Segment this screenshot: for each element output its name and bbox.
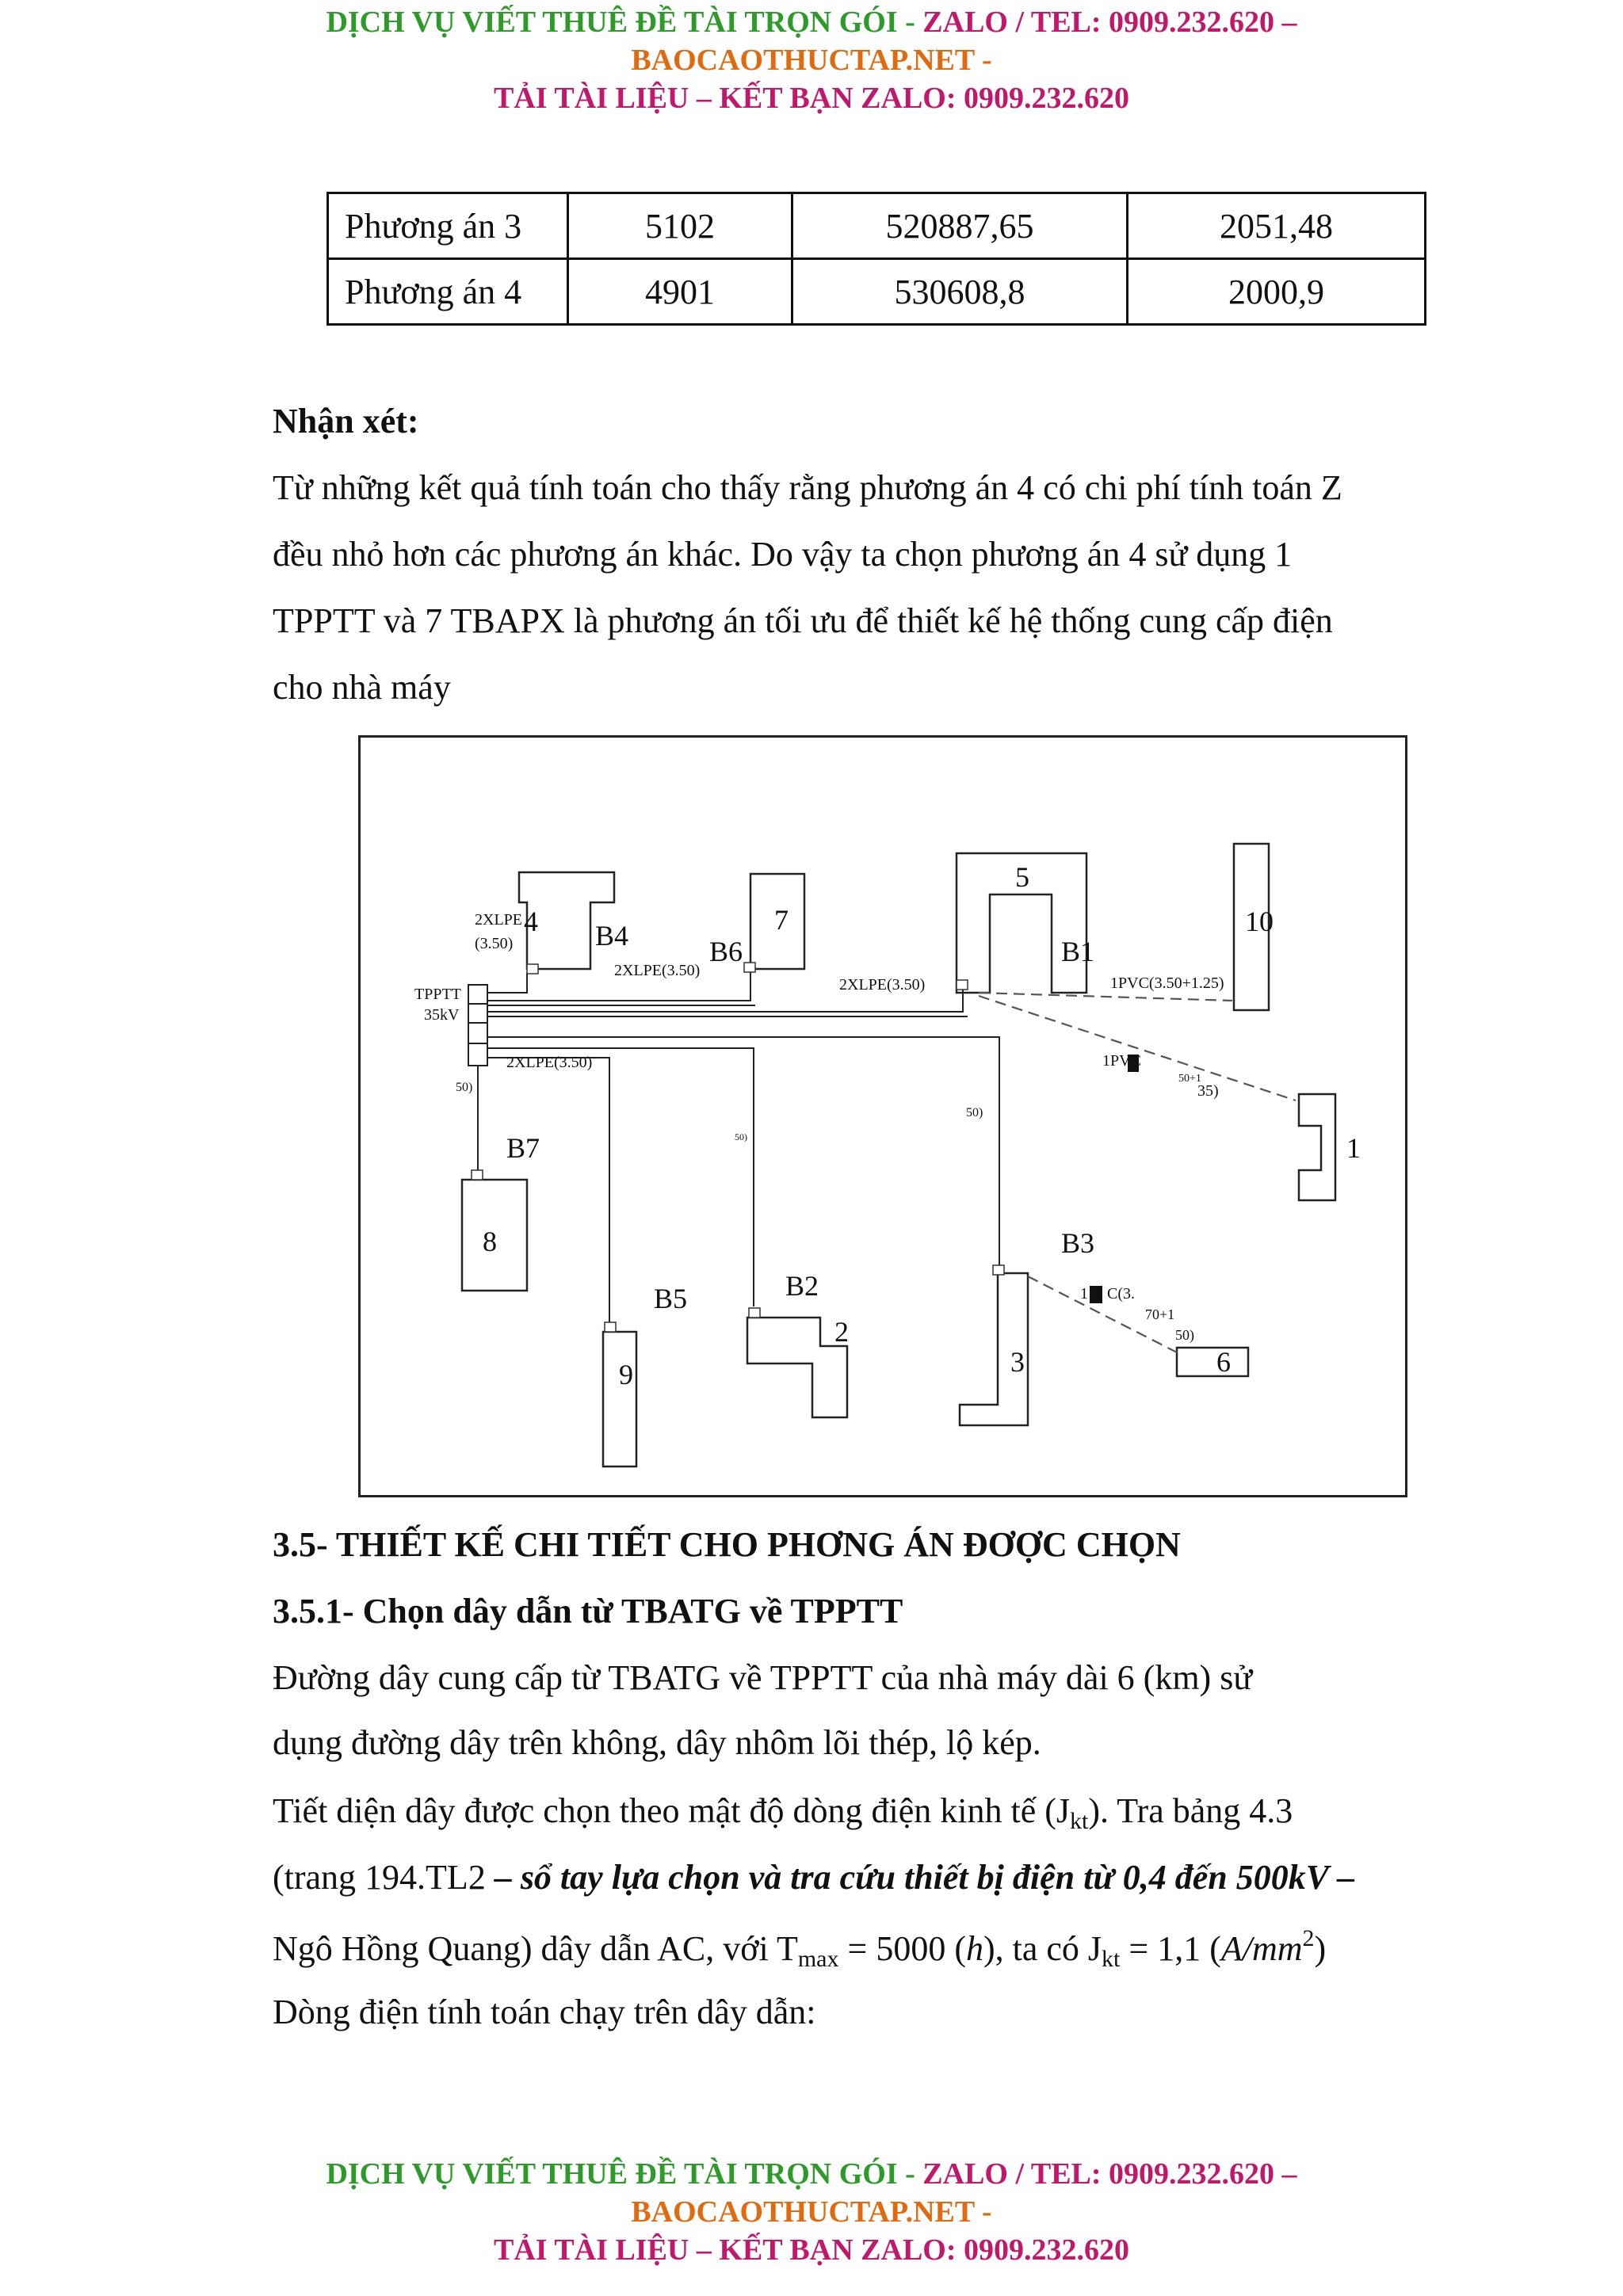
tpptt-busbar bbox=[468, 985, 487, 1066]
header-banner bbox=[0, 3, 1623, 117]
table-cell: 4901 bbox=[568, 259, 792, 325]
header-website-text: BAOCAOTHUCTAP.NET - bbox=[631, 44, 992, 77]
cable-marker bbox=[1090, 1286, 1102, 1303]
cable-label: 70+1 bbox=[1145, 1306, 1175, 1322]
building-1-outline bbox=[1299, 1094, 1335, 1200]
label-3: 3 bbox=[1010, 1346, 1025, 1378]
cable-network bbox=[478, 972, 999, 1322]
table-cell: Phương án 4 bbox=[328, 259, 568, 325]
label-b6: B6 bbox=[709, 936, 743, 967]
body-line: Tiết diện dây được chọn theo mật độ dòng điện kinh tế $(J_{kt})$. Tra bảng 4.3 bbox=[273, 1791, 1293, 1834]
tpptt-label: TPPTT bbox=[414, 986, 461, 1003]
section-heading: 3.5- THIẾT KẾ CHI TIẾT CHO PHƠNG ÁN ĐƠỢC CHỌN bbox=[273, 1525, 1181, 1564]
remark-line: đều nhỏ hơn các phương án khác. Do vậy ta chọn phương án 4 sử dụng 1 bbox=[273, 535, 1293, 574]
cable-label: (3.50) bbox=[475, 935, 514, 952]
label-b7: B7 bbox=[506, 1132, 540, 1164]
cable-label: 35) bbox=[1197, 1082, 1219, 1100]
footer-service-text: DỊCH VỤ VIẾT THUÊ ĐỀ TÀI TRỌN GÓI - bbox=[326, 2157, 923, 2191]
cable-label: 50) bbox=[456, 1081, 473, 1094]
footer-banner bbox=[0, 2155, 1623, 2269]
label-8: 8 bbox=[483, 1226, 497, 1257]
footer-website-text: BAOCAOTHUCTAP.NET - bbox=[631, 2195, 992, 2229]
label-7: 7 bbox=[774, 904, 789, 936]
body-line: Dòng điện tính toán chạy trên dây dẫn: bbox=[273, 1993, 816, 2031]
transformer-marks bbox=[472, 963, 1004, 1332]
subsection-heading: 3.5.1- Chọn dây dẫn từ TBATG về TPPTT bbox=[273, 1592, 903, 1630]
label-2: 2 bbox=[834, 1316, 849, 1348]
label-b5: B5 bbox=[654, 1283, 688, 1314]
wiring-diagram bbox=[358, 735, 1407, 1497]
remark-line: cho nhà máy bbox=[273, 668, 451, 707]
table-cell: 2051,48 bbox=[1128, 193, 1426, 259]
table-cell: 530608,8 bbox=[792, 259, 1128, 325]
label-b3: B3 bbox=[1061, 1227, 1095, 1259]
pvc-cables bbox=[979, 993, 1296, 1352]
footer-contact-text: ZALO / TEL: 0909.232.620 – bbox=[922, 2157, 1297, 2191]
book-title: – sổ tay lựa chọn và tra cứu thiết bị điện từ 0,4 đến 500kV – bbox=[494, 1858, 1355, 1897]
remark-line: Từ những kết quả tính toán cho thấy rằng phương án 4 có chi phí tính toán Z bbox=[273, 468, 1342, 507]
cable-label: 1 bbox=[1080, 1285, 1088, 1302]
cable-label: 2XLPE(3.50) bbox=[839, 976, 926, 994]
cable-label: 2XLPE(3.50) bbox=[506, 1054, 593, 1071]
label-b1: B1 bbox=[1061, 936, 1095, 967]
cable-label: 1PVC bbox=[1102, 1052, 1141, 1070]
label-5: 5 bbox=[1015, 861, 1029, 893]
tpptt-voltage: 35kV bbox=[424, 1006, 460, 1024]
body-line: dụng đường dây trên không, dây nhôm lõi thép, lộ kép. bbox=[273, 1723, 1041, 1762]
label-6: 6 bbox=[1216, 1346, 1231, 1378]
table-cell: 5102 bbox=[568, 193, 792, 259]
label-4: 4 bbox=[524, 906, 538, 937]
footer-download-text: TẢI TÀI LIỆU – KẾT BẠN ZALO: 0909.232.620 bbox=[493, 2233, 1130, 2267]
cable-label: 2XLPE bbox=[475, 911, 522, 929]
cable-label: C(3. bbox=[1107, 1285, 1135, 1302]
results-table bbox=[327, 192, 1426, 326]
remark-line: TPPTT và 7 TBAPX là phương án tối ưu để thiết kế hệ thống cung cấp điện bbox=[273, 601, 1333, 640]
cable-label: 2XLPE(3.50) bbox=[614, 962, 701, 979]
header-service-text: DỊCH VỤ VIẾT THUÊ ĐỀ TÀI TRỌN GÓI - bbox=[326, 6, 923, 39]
header-contact-text: ZALO / TEL: 0909.232.620 – bbox=[922, 6, 1297, 39]
label-1: 1 bbox=[1346, 1132, 1361, 1164]
building-2-outline bbox=[747, 1318, 847, 1417]
building-6-outline bbox=[1177, 1348, 1248, 1376]
cable-label: 50) bbox=[735, 1131, 747, 1142]
body-line: Đường dây cung cấp từ TBATG về TPPTT của nhà máy dài 6 (km) sử bbox=[273, 1658, 1253, 1697]
table-cell: 2000,9 bbox=[1128, 259, 1426, 325]
wiring-diagram-svg bbox=[361, 738, 1405, 1495]
table-cell: 520887,65 bbox=[792, 193, 1128, 259]
table-row bbox=[328, 193, 1426, 259]
label-b2: B2 bbox=[785, 1270, 819, 1302]
table-row bbox=[328, 259, 1426, 325]
cable-label: 50) bbox=[966, 1106, 983, 1119]
cable-label: 50+1 bbox=[1178, 1073, 1201, 1085]
label-9: 9 bbox=[619, 1359, 633, 1390]
label-b4: B4 bbox=[595, 920, 629, 952]
body-line: Ngô Hồng Quang) dây dẫn AC, với $T_{max} = 5000$ (h), ta có $J_{kt} = 1,1$ $(A/mm^2)$ bbox=[273, 1925, 1327, 1972]
building-9-outline bbox=[603, 1332, 636, 1466]
remark-title: Nhận xét: bbox=[273, 402, 419, 441]
table-cell: Phương án 3 bbox=[328, 193, 568, 259]
header-download-text: TẢI TÀI LIỆU – KẾT BẠN ZALO: 0909.232.620 bbox=[493, 82, 1130, 115]
cable-label: 50) bbox=[1175, 1327, 1194, 1343]
label-10: 10 bbox=[1245, 906, 1274, 937]
body-line: (trang 194.TL2 – sổ tay lựa chọn và tra cứu thiết bị điện từ 0,4 đến 500kV – bbox=[273, 1858, 1355, 1897]
cable-label: 1PVC(3.50+1.25) bbox=[1110, 974, 1224, 992]
